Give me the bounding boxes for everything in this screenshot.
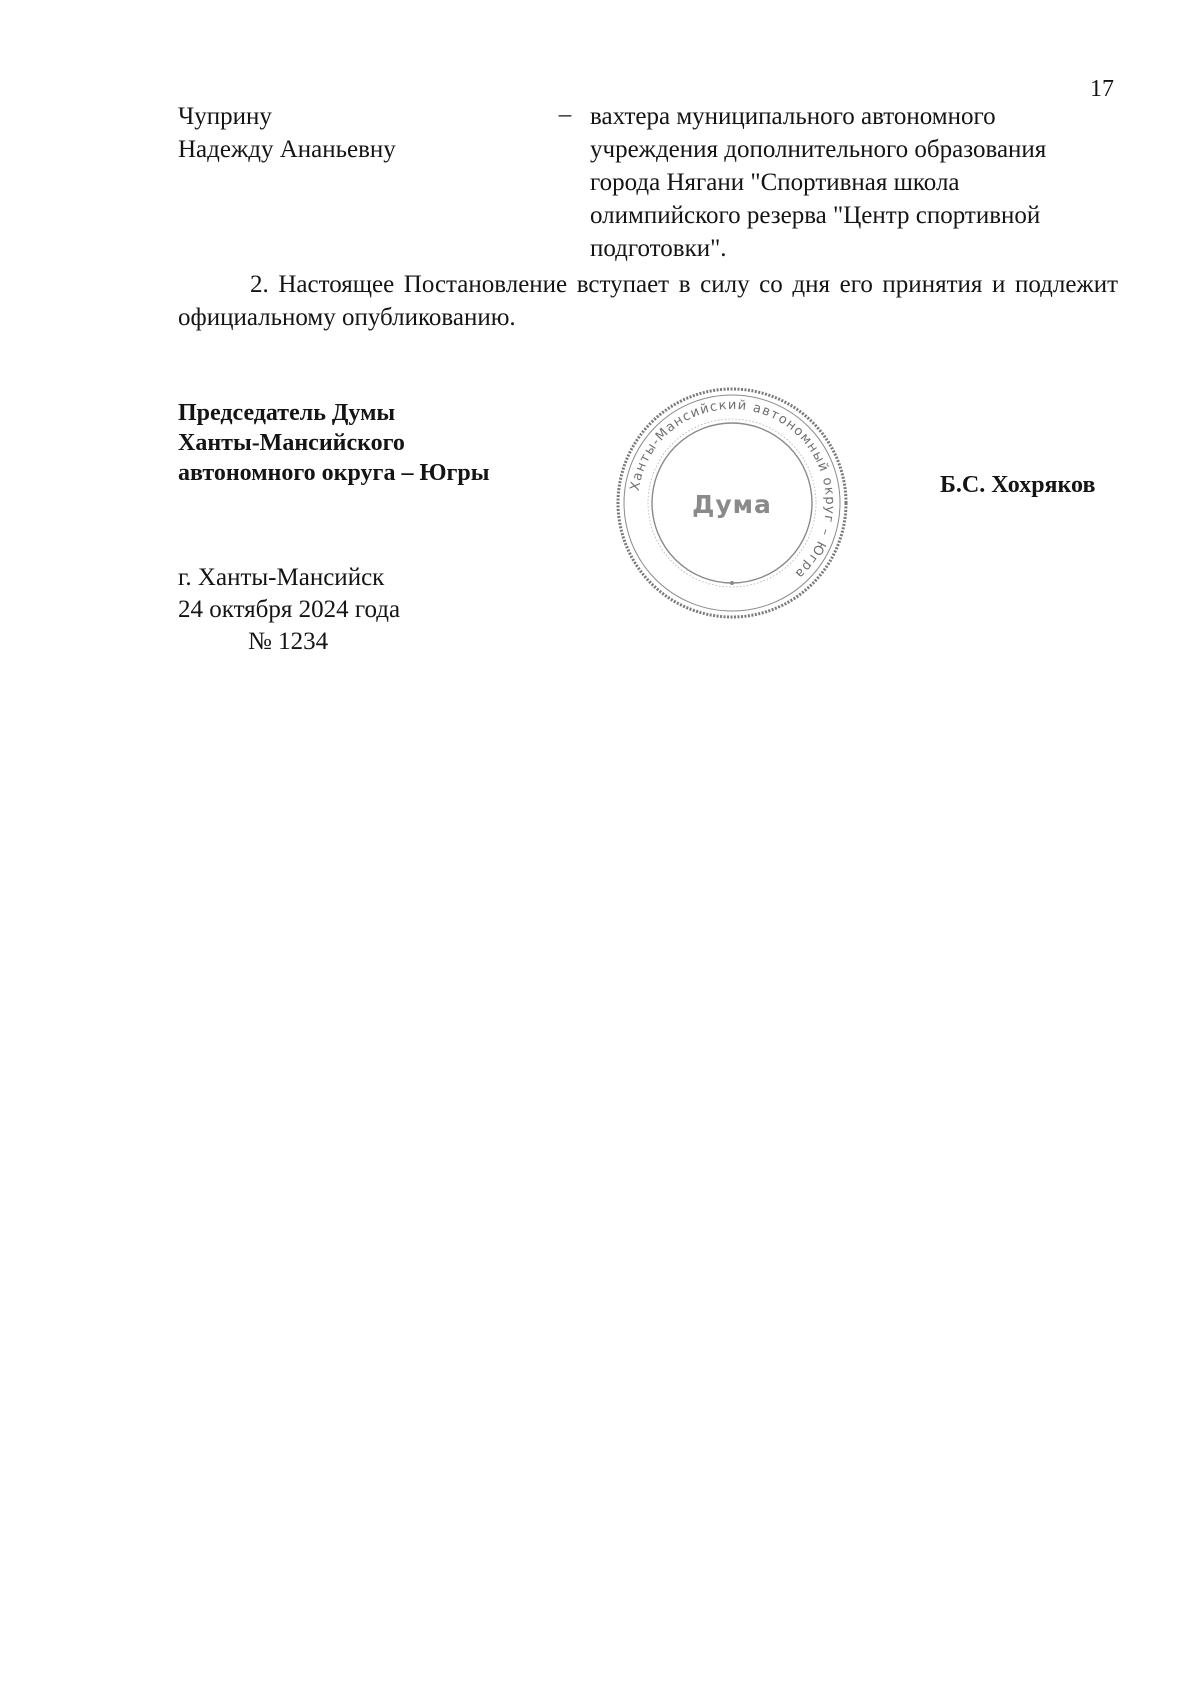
document-number: № 1234 [248, 628, 329, 655]
position-line: олимпийского резерва "Центр спортивной [590, 202, 1041, 229]
seal-ring-text-path: Ханты-Мансийский автономный округ – Югра [627, 397, 838, 582]
position-line: подготовки". [590, 235, 727, 262]
seal-center-dot [730, 581, 734, 585]
issue-place: г. Ханты-Мансийск [178, 564, 385, 591]
seal-center-text: Дума [692, 490, 772, 519]
clause-2: 2. Настоящее Постановление вступает в силу со дня его принятия и подлежит официальному опубликованию. [178, 271, 1118, 331]
signatory-title-line: Ханты-Мансийского [178, 430, 405, 456]
appointee-name [178, 100, 538, 166]
appointee-position [590, 100, 1100, 265]
position-line: учреждения дополнительного образования [590, 136, 1047, 163]
signatory-name: Б.С. Хохряков [940, 472, 1096, 498]
appointee-given-name: Надежду Ананьевну [178, 136, 396, 163]
official-seal [612, 383, 852, 623]
issue-details [178, 562, 578, 658]
page-number: 17 [1090, 76, 1114, 102]
signatory-title-line: Председатель Думы [178, 400, 396, 426]
issue-date: 24 октября 2024 года [178, 596, 401, 623]
signatory-title-line: автономного округа – Югры [178, 460, 490, 486]
position-line: вахтера муниципального автономного [590, 103, 996, 130]
signatory-title [178, 398, 598, 488]
appointee-dash: – [558, 101, 572, 128]
position-line: города Нягани "Спортивная школа [590, 169, 960, 196]
appointee-surname: Чуприну [178, 103, 272, 130]
